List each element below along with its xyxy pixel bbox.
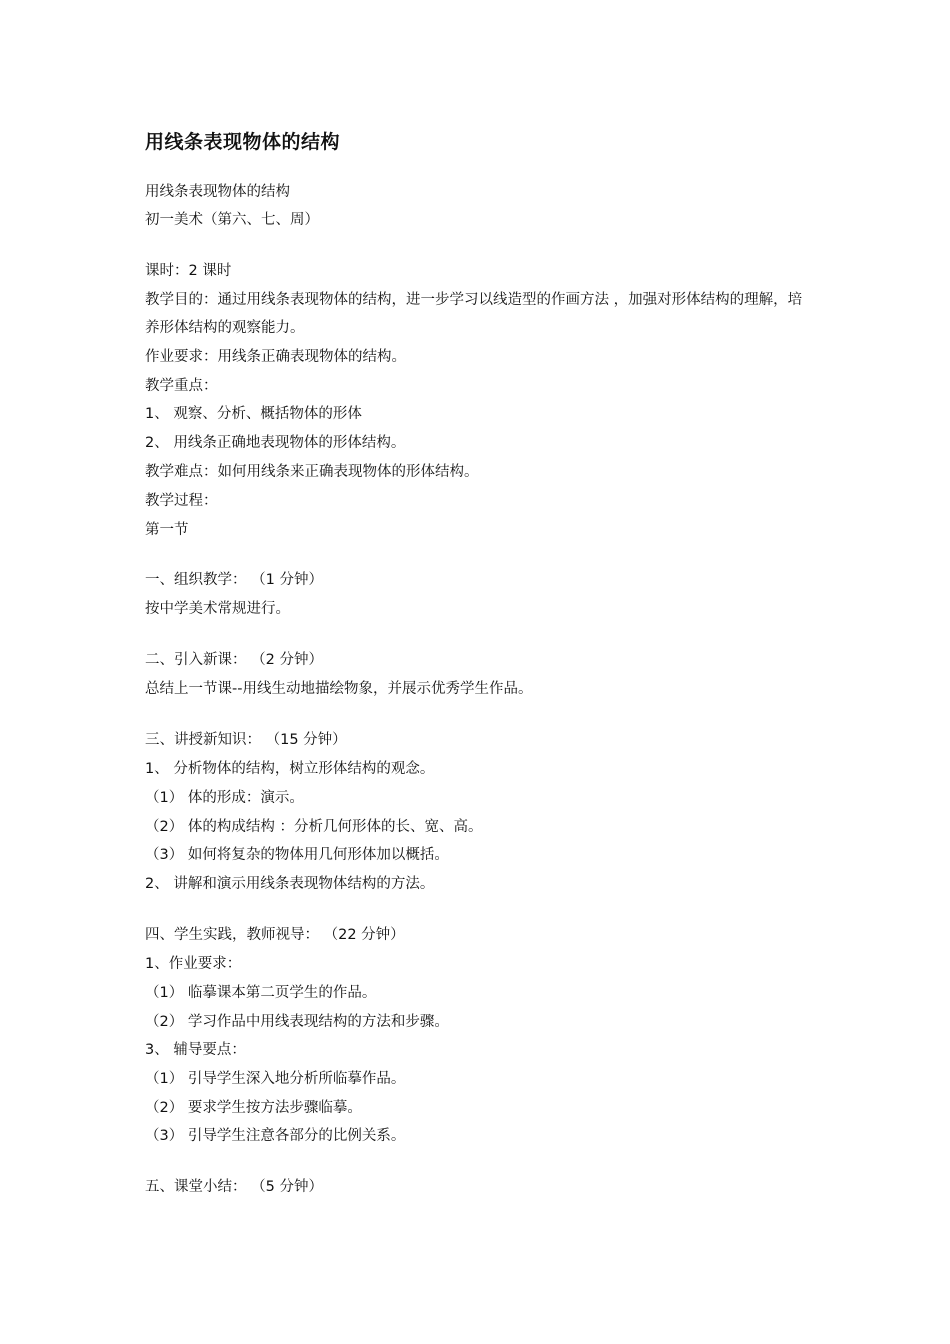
step-4-sub-5: （3） 引导学生注意各部分的比例关系。 (145, 1128, 406, 1144)
key-point-1: 1、 观察、分析、概括物体的形体 (145, 406, 362, 422)
step-3-item-1: 1、 分析物体的结构，树立形体结构的观念。 (145, 761, 435, 777)
step-2-text: 总结上一节课--用线生动地描绘物象，并展示优秀学生作品。 (145, 681, 533, 697)
document-page (145, 0, 825, 1344)
key-point-2: 2、 用线条正确地表现物体的形体结构。 (145, 435, 406, 451)
step-2-title: 二、引入新课： （2 分钟） (145, 652, 323, 668)
step-4-sub-2: （2） 学习作品中用线表现结构的方法和步骤。 (145, 1014, 449, 1030)
grade-text: 初一美术（第六、七、周） (145, 212, 319, 228)
step-3-sub-3: （3） 如何将复杂的物体用几何形体加以概括。 (145, 847, 449, 863)
step-3-item-2: 2、 讲解和演示用线条表现物体结构的方法。 (145, 876, 435, 892)
step-1-text: 按中学美术常规进行。 (145, 601, 290, 617)
step-4-title: 四、学生实践，教师视导： （22 分钟） (145, 927, 405, 943)
homework-requirement-text: 作业要求：用线条正确表现物体的结构。 (145, 349, 406, 365)
step-4-sub-4: （2） 要求学生按方法步骤临摹。 (145, 1100, 362, 1116)
subtitle-text: 用线条表现物体的结构 (145, 184, 290, 200)
step-5-title: 五、课堂小结： （5 分钟） (145, 1179, 323, 1195)
step-4-sub-1: （1） 临摹课本第二页学生的作品。 (145, 985, 377, 1001)
section-heading: 第一节 (145, 522, 189, 538)
step-3-sub-2: （2） 体的构成结构 ：分析几何形体的长、宽、高。 (145, 819, 483, 835)
step-3-sub-1: （1） 体的形成：演示。 (145, 790, 304, 806)
document-title: 用线条表现物体的结构 (145, 131, 341, 153)
step-4-item-3: 3、 辅导要点： (145, 1042, 246, 1058)
difficulty-text: 教学难点：如何用线条来正确表现物体的形体结构。 (145, 464, 479, 480)
objective-text: 教学目的：通过用线条表现物体的结构，进一步学习以线造型的作画方法 ，加强对形体结构的理解，培养形体结构的观察能力。 (145, 292, 803, 336)
step-1-title: 一、组织教学： （1 分钟） (145, 572, 323, 588)
hours-text: 课时：2 课时 (145, 263, 232, 279)
step-4-sub-3: （1） 引导学生深入地分析所临摹作品。 (145, 1071, 406, 1087)
step-3-title: 三、讲授新知识： （15 分钟） (145, 732, 347, 748)
key-points-label: 教学重点： (145, 378, 218, 394)
step-4-item-1: 1、作业要求： (145, 956, 242, 972)
process-label: 教学过程： (145, 493, 218, 509)
